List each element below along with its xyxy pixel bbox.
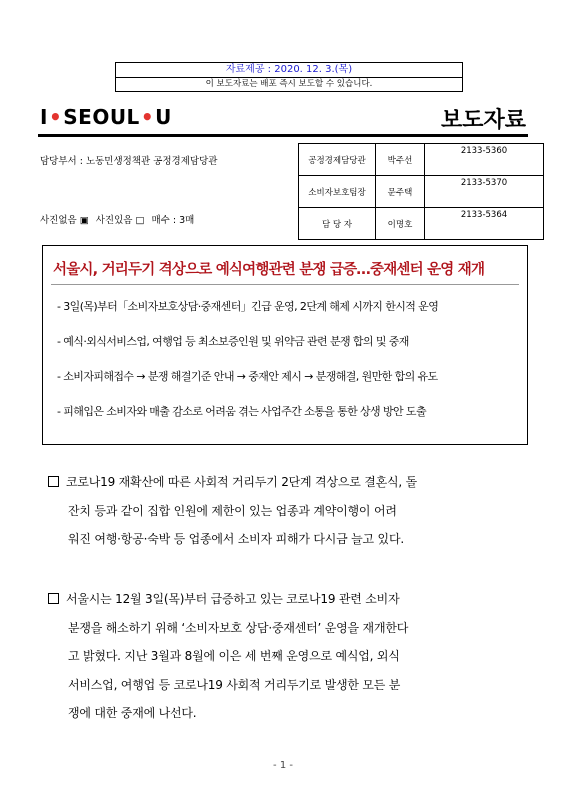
logo-dot-icon: • — [48, 105, 63, 129]
contact-role: 소비자보호팀장 — [299, 176, 376, 208]
summary-bullet: - 예식·외식서비스업, 여행업 등 최소보증인원 및 위약금 관련 분쟁 합의 및 중재 — [57, 335, 409, 348]
release-info-box — [115, 62, 463, 92]
logo-dot-icon: • — [140, 105, 155, 129]
body-paragraph — [48, 585, 528, 728]
seoul-logo — [40, 105, 172, 129]
header-divider — [38, 134, 528, 137]
logo-part-i: I — [40, 105, 48, 129]
contact-name: 이명호 — [376, 208, 425, 240]
paragraph-line: 고 밝혔다. 지난 3월과 8월에 이은 세 번째 운영으로 예식업, 외식 — [68, 649, 400, 663]
headline: 서울시, 거리두기 격상으로 예식여행관련 분쟁 급증…중재센터 운영 재개 — [53, 262, 485, 278]
release-date: 자료제공 : 2020. 12. 3.(목) — [116, 63, 462, 78]
contact-role: 공정경제담당관 — [299, 144, 376, 176]
contact-name: 박주선 — [376, 144, 425, 176]
paragraph-line: 서비스업, 여행업 등 코로나19 사회적 거리두기로 발생한 모든 분 — [68, 677, 401, 692]
logo-part-u: U — [155, 105, 172, 129]
contact-table — [298, 143, 544, 240]
contact-phone: 2133-5360 — [425, 144, 544, 176]
summary-bullet: - 소비자피해접수 → 분쟁 해결기준 안내 → 중재안 제시 → 분쟁해결, 원만한 합의 유도 — [57, 370, 438, 383]
contact-role: 담 당 자 — [299, 208, 376, 240]
contact-phone: 2133-5370 — [425, 176, 544, 208]
paragraph-line-1 — [48, 585, 528, 614]
table-row — [299, 208, 544, 240]
line-text: 서울시는 12월 3일(목)부터 급증하고 있는 코로나19 관련 소비자 — [66, 592, 400, 606]
contact-name: 문주택 — [376, 176, 425, 208]
photo-count: 매수 : 3매 — [151, 215, 195, 226]
paragraph-line: 잔치 등과 같이 집합 인원에 제한이 있는 업종과 계약이행이 어려 — [68, 503, 397, 518]
line-text: 코로나19 재확산에 따른 사회적 거리두기 2단계 격상으로 결혼식, 돌 — [66, 475, 418, 489]
paragraph-line-1 — [48, 468, 528, 497]
department-line: 담당부서 : 노동민생정책관 공정경제담당관 — [40, 156, 218, 167]
headline-box — [42, 245, 528, 445]
checkbox-square-icon — [48, 593, 59, 604]
press-release-title: 보도자료 — [440, 108, 526, 133]
paragraph-line: 워진 여행·항공·숙박 등 업종에서 소비자 피해가 다시금 늘고 있다. — [68, 532, 404, 546]
photo-info — [40, 212, 198, 226]
table-row — [299, 176, 544, 208]
table-row — [299, 144, 544, 176]
page-number: - 1 - — [273, 760, 293, 771]
release-note: 이 보도자료는 배포 즉시 보도할 수 있습니다. — [205, 79, 373, 89]
body-paragraph — [48, 468, 528, 554]
paragraph-line: 분쟁을 해소하기 위해 ‘소비자보호 상담·중재센터’ 운영을 재개한다 — [68, 620, 409, 635]
photo-with: 사진있음 □ — [95, 215, 145, 226]
photo-none: 사진없음 ▣ — [40, 215, 89, 226]
logo-part-seoul: SEOUL — [63, 105, 140, 129]
headline-divider — [51, 284, 519, 285]
checkbox-square-icon — [48, 476, 59, 487]
paragraph-line: 쟁에 대한 중재에 나선다. — [68, 706, 197, 720]
summary-bullet: - 3일(목)부터「소비자보호상담·중재센터」긴급 운영, 2단계 해제 시까지 한시적 운영 — [57, 300, 439, 313]
summary-bullet: - 피해입은 소비자와 매출 감소로 어려움 겪는 사업주간 소통을 통한 상생 방안 도출 — [57, 405, 426, 418]
contact-phone: 2133-5364 — [425, 208, 544, 240]
